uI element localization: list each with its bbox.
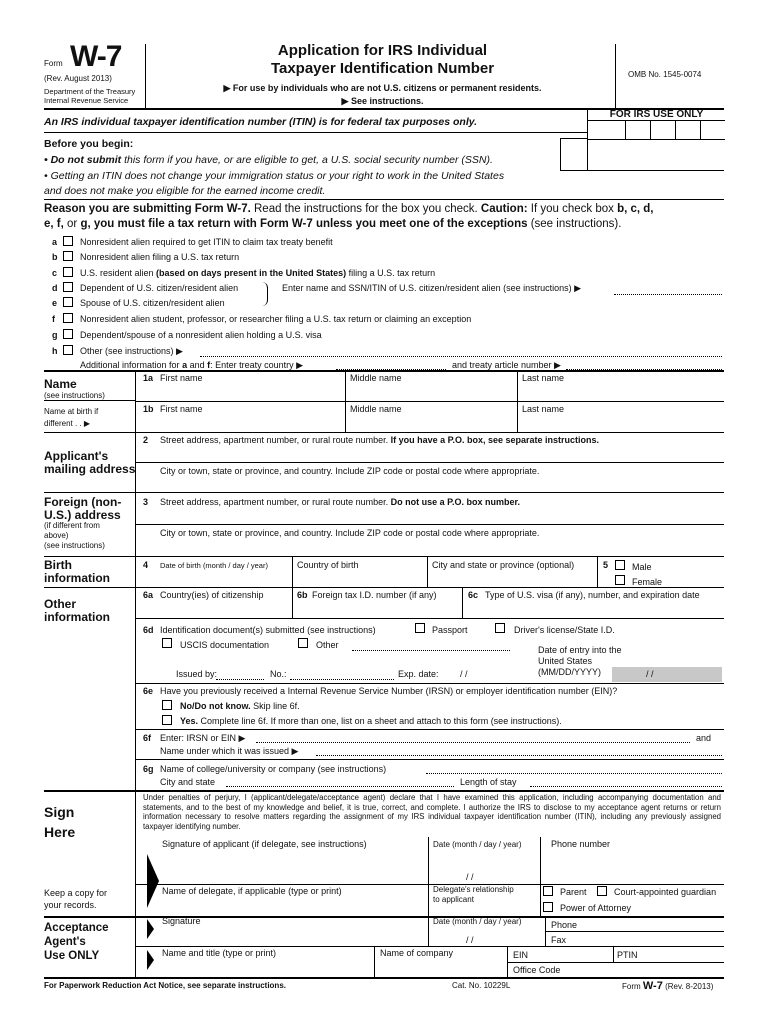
other-info-heading: Other information [44,597,110,624]
mailing-city-field[interactable] [136,477,724,492]
treaty-article-label: and treaty article number ▶ [452,360,561,370]
line-6e: 6e [143,686,154,696]
passport-checkbox[interactable] [415,623,425,633]
yes-irsn-label: Yes. Complete line 6f. If more than one, list on a sheet and attach to this form (see instructions). [180,716,562,726]
dob-label: Date of birth (month / day / year) [160,561,268,570]
agent-date-field[interactable]: / / [466,935,474,945]
city-of-birth-label: City and state or province (optional) [432,560,575,570]
de-instruction: Enter name and SSN/ITIN of U.S. citizen/resident alien (see instructions) ▶ [282,283,582,293]
line-1b: 1b [143,404,154,414]
sign-date-label: Date (month / day / year) [433,840,522,849]
foreign-tax-id-label: Foreign tax I.D. number (if any) [312,590,437,600]
checkbox-h[interactable] [63,345,73,355]
checkbox-d[interactable] [63,282,73,292]
issued-by-field[interactable] [216,679,264,680]
agent-name-arrow-icon [147,950,154,970]
name-issued-field[interactable] [316,755,722,756]
name-1a-fields[interactable] [136,384,724,400]
foreign-street-label: Street address, apartment number, or rural route number. Do not use a P.O. box number. [160,497,520,507]
foreign-address-note: (if different from above) (see instructions) [44,521,105,550]
form-word: Form [44,59,63,68]
length-of-stay-label: Length of stay [460,777,517,787]
college-city-field[interactable] [226,786,454,787]
college-city-label: City and state [160,777,216,787]
line-6b: 6b [297,590,308,600]
male-checkbox[interactable] [615,560,625,570]
visa-label: Type of U.S. visa (if any), number, and expiration date [485,590,700,600]
issued-by-label: Issued by: [176,669,218,679]
form-number: W-7 [70,40,122,73]
name-heading: Name [44,377,77,391]
phone-number-field[interactable] [545,850,723,883]
other-reason-field[interactable] [200,356,722,357]
agent-date-label: Date (month / day / year) [433,917,522,926]
irsn-ein-field[interactable] [256,742,690,743]
agent-signature-field[interactable] [160,927,428,944]
sign-here-heading: Sign Here [44,804,76,840]
agent-fax-label[interactable]: Fax [551,935,567,945]
college-field[interactable] [426,773,722,774]
citizenship-label: Country(ies) of citizenship [160,590,264,600]
before-you-begin: Before you begin: [44,138,134,150]
foreign-city-label: City or town, state or province, and country. Include ZIP code or postal code where appropriate. [160,528,540,538]
birth-info-heading: Birth information [44,558,110,585]
checkbox-c[interactable] [63,267,73,277]
name-at-birth-label-2: different . . ▶ [44,419,91,428]
irs-use-only-label: FOR IRS USE ONLY [609,109,704,120]
irs-use-only-box [587,108,725,170]
de-name-ssn-field[interactable] [614,294,722,295]
line-6c: 6c [468,590,479,600]
uscis-checkbox[interactable] [162,638,172,648]
company-name-label: Name of company [380,948,454,958]
other-doc-checkbox[interactable] [298,638,308,648]
delegate-name-label: Name of delegate, if applicable (type or print) [162,886,342,896]
sign-arrow-icon [147,854,159,908]
agency: Internal Revenue Service [44,96,129,105]
line-6g: 6g [143,764,154,774]
delegate-name-field[interactable] [160,897,428,917]
de-bracket [262,282,268,306]
footer-form-id: Form W-7 (Rev. 8-2013) [622,980,714,992]
line-3: 3 [143,497,149,507]
foreign-city-field[interactable] [136,539,724,555]
ptin-label[interactable]: PTIN [617,950,638,960]
catalog-number: Cat. No. 10229L [452,981,511,990]
checkbox-e[interactable] [63,297,73,307]
mailing-street-label: Street address, apartment number, or rural route number. If you have a P.O. box, see separate instructions. [160,435,600,445]
other-doc-label: Other [316,640,339,650]
foreign-address-heading: Foreign (non- U.S.) address [44,495,122,522]
itin-purpose-note: An IRS individual taxpayer identification number (ITIN) is for federal tax purposes only. [44,116,478,128]
other-doc-field[interactable] [352,650,510,651]
last-name-label: Last name [522,373,565,383]
parent-label: Parent [560,887,587,897]
irsn-question-label: Have you previously received a Internal Revenue Service Number (IRSN) or employer identification number (EIN)? [160,686,618,696]
parent-checkbox[interactable] [543,886,553,896]
mailing-street-field[interactable] [136,446,724,462]
bullet-do-not-submit: • Do not submit this form if you have, or are eligible to get, a U.S. social security number (SSN). [44,154,493,166]
see-instructions: ▶ See instructions. [341,96,424,106]
sign-date-field[interactable]: / / [466,872,474,882]
agent-name-title-field[interactable] [160,959,374,977]
mailing-address-heading: Applicant's mailing address [44,449,136,476]
line-2: 2 [143,435,149,445]
office-code-label[interactable]: Office Code [513,965,561,975]
bullet-itin-status-1: • Getting an ITIN does not change your immigration status or your right to work in the United States [44,170,505,182]
passport-label: Passport [432,625,468,635]
form-subtitle: ▶ For use by individuals who are not U.S. citizens or permanent residents. [223,83,542,93]
birth-middle-name-label: Middle name [350,404,402,414]
checkbox-f[interactable] [63,313,73,323]
male-label: Male [632,562,652,572]
keep-copy-note: Keep a copy for your records. [44,888,108,910]
penalties-of-perjury: Under penalties of perjury, I (applicant/delegate/acceptance agent) declare that I have examined this application, including accompanying documentation and statements, and to the best of my knowledge and belief, it is true, correct, and complete. I authorize the IRS to disclose to my acceptance agent returns or return information necessary to resolve matters regarding the assignment of my IRS individual taxpayer identification number (ITIN), including any previously assigned taxpayer identifying number. [143,793,721,831]
line-4: 4 [143,560,149,570]
drivers-license-checkbox[interactable] [495,623,505,633]
and-label: and [696,733,712,743]
name-heading-note: (see instructions) [44,391,105,400]
exp-date-label: Exp. date: [398,669,439,679]
checkbox-b[interactable] [63,251,73,261]
name-issued-label: Name under which it was issued ▶ [160,746,299,756]
yes-irsn-checkbox[interactable] [162,715,172,725]
female-checkbox[interactable] [615,575,625,585]
applicant-signature-field[interactable] [160,850,428,884]
female-label: Female [632,577,663,587]
uscis-label: USCIS documentation [180,640,270,650]
bullet-itin-status-2: and does not make you eligible for the earned income credit. [44,185,326,197]
phone-number-label: Phone number [551,839,611,849]
foreign-street-field[interactable] [136,508,724,524]
id-documents-label: Identification document(s) submitted (see instructions) [160,625,376,635]
birth-first-name-label: First name [160,404,203,414]
line-1a: 1a [143,373,154,383]
line-6d: 6d [143,625,154,635]
exp-date-field[interactable]: / / [460,669,468,679]
additional-info-label: Additional information for a and f: Enter treaty country ▶ [80,360,304,370]
reason-heading: Reason you are submitting Form W-7. Read the instructions for the box you check. Caution: If you check box b, c, d, e, f, or g, you must file a tax return with Form W-7 unless you meet one of the exceptions (see instructions). [44,203,654,230]
first-name-label: First name [160,373,203,383]
line-5: 5 [603,560,609,570]
delegate-relationship-label: Delegate's relationship to applicant [433,885,514,904]
poa-checkbox[interactable] [543,902,553,912]
applicant-signature-label: Signature of applicant (if delegate, see instructions) [162,839,367,849]
agent-name-title-label: Name and title (type or print) [162,948,277,958]
agent-signature-label: Signature [162,916,201,926]
department: Department of the Treasury [44,87,136,96]
checkbox-g[interactable] [63,329,73,339]
poa-label: Power of Attorney [560,903,632,913]
mailing-city-label: City or town, state or province, and country. Include ZIP code or postal code where appropriate. [160,466,540,476]
length-of-stay-field[interactable] [530,786,722,787]
country-of-birth-label: Country of birth [297,560,359,570]
form-title-line1: Application for IRS Individual [277,42,488,59]
omb-number: OMB No. 1545-0074 [628,70,702,79]
acceptance-agent-heading: Acceptance Agent's Use ONLY [44,922,109,962]
doc-number-field[interactable] [290,679,394,680]
name-1b-fields[interactable] [136,415,724,431]
middle-name-label: Middle name [350,373,402,383]
birth-last-name-label: Last name [522,404,565,414]
irsn-ein-label: Enter: IRSN or EIN ▶ [160,733,246,743]
date-of-entry-label: Date of entry into the United States (MM/DD/YYYY) [538,645,622,677]
form-title-line2: Taxpayer Identification Number [270,60,495,77]
guardian-label: Court-appointed guardian [614,887,717,897]
line-6a: 6a [143,590,154,600]
checkbox-a[interactable] [63,236,73,246]
agent-sign-arrow-icon [147,919,154,939]
drivers-license-label: Driver's license/State I.D. [514,625,615,635]
no-dont-know-label: No/Do not know. Skip line 6f. [180,701,300,711]
college-label: Name of college/university or company (see instructions) [160,764,387,774]
doc-number-label: No.: [270,669,287,679]
no-dont-know-checkbox[interactable] [162,700,172,710]
paperwork-notice: For Paperwork Reduction Act Notice, see separate instructions. [44,981,286,990]
agent-phone-label[interactable]: Phone [551,920,578,930]
name-at-birth-label: Name at birth if [44,407,99,416]
date-of-entry-field[interactable]: / / [612,667,722,682]
line-6f: 6f [143,733,152,743]
guardian-checkbox[interactable] [597,886,607,896]
revision-date: (Rev. August 2013) [44,74,112,83]
ein-label[interactable]: EIN [513,950,529,960]
